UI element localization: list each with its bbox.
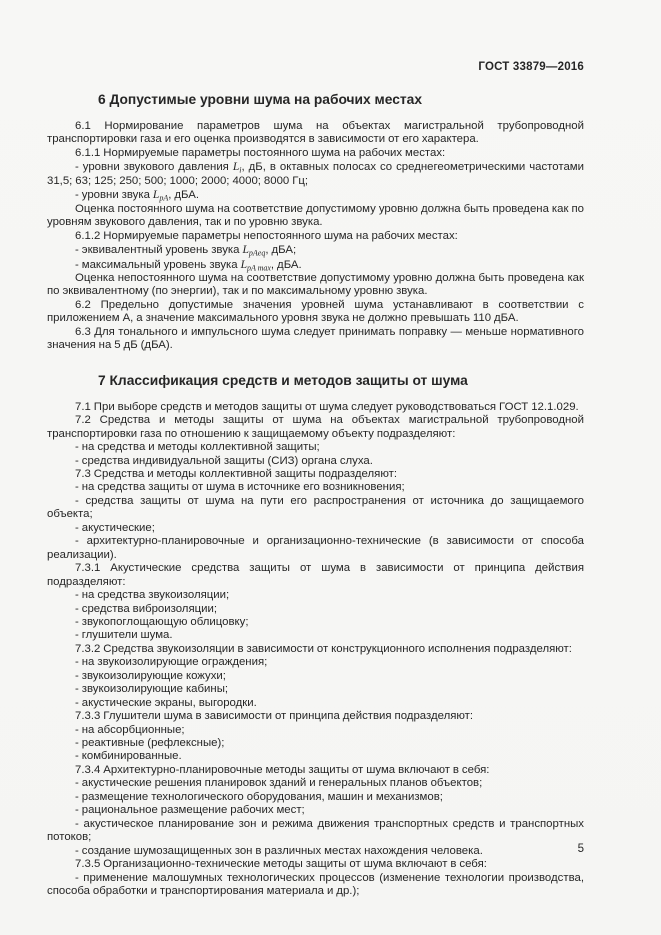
list-item: - звукоизолирующие кожухи; (75, 669, 226, 682)
list-item-formula (47, 243, 584, 257)
paragraph: 6.1.2 Нормируемые параметры непостоянного шума на рабочих местах: (75, 229, 458, 242)
list-item: - на абсорбционные; (75, 723, 185, 736)
list-item: - акустические; (75, 521, 155, 534)
formula-text-before: - максимальный уровень звука (75, 258, 241, 271)
list-item: - на средства звукоизоляции; (75, 589, 230, 602)
list-item: - звукоизолирующие кабины; (75, 683, 229, 696)
paragraph: 6.2 Предельно допустимые значения уровней шума устанавливают в соответствии с приложением А, а значение максимального уровня звука не должно превышать 110 дБА. (47, 298, 584, 325)
paragraph: 7.3.3 Глушители шума в зависимости от принципа действия подразделяют: (75, 710, 474, 723)
formula-subscript: pA max (247, 263, 271, 273)
formula-variable: L (152, 188, 160, 202)
formula-variable: L (240, 257, 248, 271)
list-item: - средства индивидуальной защиты (СИЗ) органа слуха. (75, 454, 373, 467)
list-item: - глушители шума. (75, 629, 173, 642)
paragraph: 7.3.2 Средства звукоизоляции в зависимости от конструкционного исполнения подразделяют: (75, 642, 572, 655)
list-item: - средства виброизоляции; (75, 602, 218, 615)
document-body (47, 92, 584, 898)
list-item: - акустические экраны, выгородки. (75, 696, 257, 709)
formula-text-before: - уровни звука (75, 189, 153, 202)
page-footer (47, 843, 584, 855)
section-heading: 7 Классификация средств и методов защиты от шума (98, 372, 468, 388)
section-heading: 6 Допустимые уровни шума на рабочих местах (98, 92, 423, 107)
list-item: - комбинированные. (75, 750, 182, 763)
paragraph: 6.1 Нормирование параметров шума на объектах магистральной трубопроводной транспортировки газа и его оценка производятся в зависимости от его характера. (47, 120, 584, 146)
paragraph: Оценка непостоянного шума на соответствие допустимому уровню должна быть проведена как по эквивалентному (по энергии), так и по максимальному уровню звука. (47, 271, 584, 298)
list-item: - акустические решения планировок зданий и генеральных планов объектов; (75, 777, 483, 790)
page-header (47, 61, 584, 73)
list-item: - рациональное размещение рабочих мест; (75, 804, 305, 817)
paragraph: 7.3.5 Организационно-технические методы защиты от шума включают в себя: (75, 858, 487, 871)
formula-text-after: , дБА. (270, 258, 302, 271)
paragraph: 6.1.1 Нормируемые параметры постоянного шума на рабочих местах: (75, 146, 446, 159)
list-item-formula (47, 188, 584, 202)
list-item: - создание шумозащищенных зон в различных местах нахождения человека. (75, 844, 483, 857)
paragraph: 7.3 Средства и методы коллективной защиты подразделяют: (75, 467, 397, 480)
list-item: - размещение технологического оборудования, машин и механизмов; (75, 790, 443, 803)
paragraph: 6.3 Для тонального и импульсного шума следует принимать поправку — меньше нормативного значения на 5 дБ (дБА). (47, 325, 584, 352)
list-item: - на средства и методы коллективной защиты; (75, 441, 320, 454)
formula-variable: L (242, 243, 249, 257)
list-item: - звукопоглощающую облицовку; (75, 615, 249, 628)
formula-text-before: - эквивалентный уровень звука (75, 244, 243, 257)
formula-subscript: i (239, 165, 242, 175)
list-item-formula (47, 258, 584, 272)
page-number: 5 (577, 843, 584, 855)
formula-text-after: , дБ, в октавных полосах со среднегеометрическими частотами 31,5; 63; 125; 250; 500; 1000; 2000; 4000; 8000 Гц; (47, 161, 584, 187)
formula-text-after: , дБА. (168, 189, 200, 202)
list-item-formula (47, 160, 584, 188)
document-code: ГОСТ 33879—2016 (478, 61, 584, 73)
list-item: - реактивные (рефлексные); (75, 737, 225, 750)
list-item: - средства защиты от шума на пути его распространения от источника до защищаемого объекта; (47, 494, 584, 521)
paragraph: 7.2 Средства и методы защиты от шума на объектах магистральной трубопроводной транспортировки газа по отношению к защищаемому объекту подразделяют: (47, 414, 584, 440)
list-item: - применение малошумных технологических процессов (изменение технологии производства, способа обработки и транспортирования материала и др.); (47, 871, 584, 898)
list-item: - архитектурно-планировочные и организационно-технические (в зависимости от способа реализации). (47, 535, 584, 561)
paragraph: 7.3.1 Акустические средства защиты от шума в зависимости от принципа действия подразделяют: (47, 562, 584, 588)
formula-variable: L (232, 160, 240, 174)
formula-text-before: - уровни звукового давления (75, 161, 233, 174)
formula-text-after: , дБА; (265, 244, 297, 257)
paragraph: 7.1 При выборе средств и методов защиты от шума следует руководствоваться ГОСТ 12.1.029. (75, 400, 579, 413)
list-item: - на звукоизолирующие ограждения; (75, 656, 268, 669)
paragraph: 7.3.4 Архитектурно-планировочные методы защиты от шума включают в себя: (75, 763, 490, 776)
list-item: - на средства защиты от шума в источнике его возникновения; (75, 481, 405, 494)
list-item: - акустическое планирование зон и режима движения транспортных средств и транспортных потоков; (47, 817, 584, 844)
paragraph: Оценка постоянного шума на соответствие допустимому уровню должна быть проведена как по уровням звукового давления, так и по уровню звука. (47, 202, 584, 229)
formula-subscript: pAeq (248, 248, 266, 258)
formula-subscript: pA (159, 193, 169, 203)
